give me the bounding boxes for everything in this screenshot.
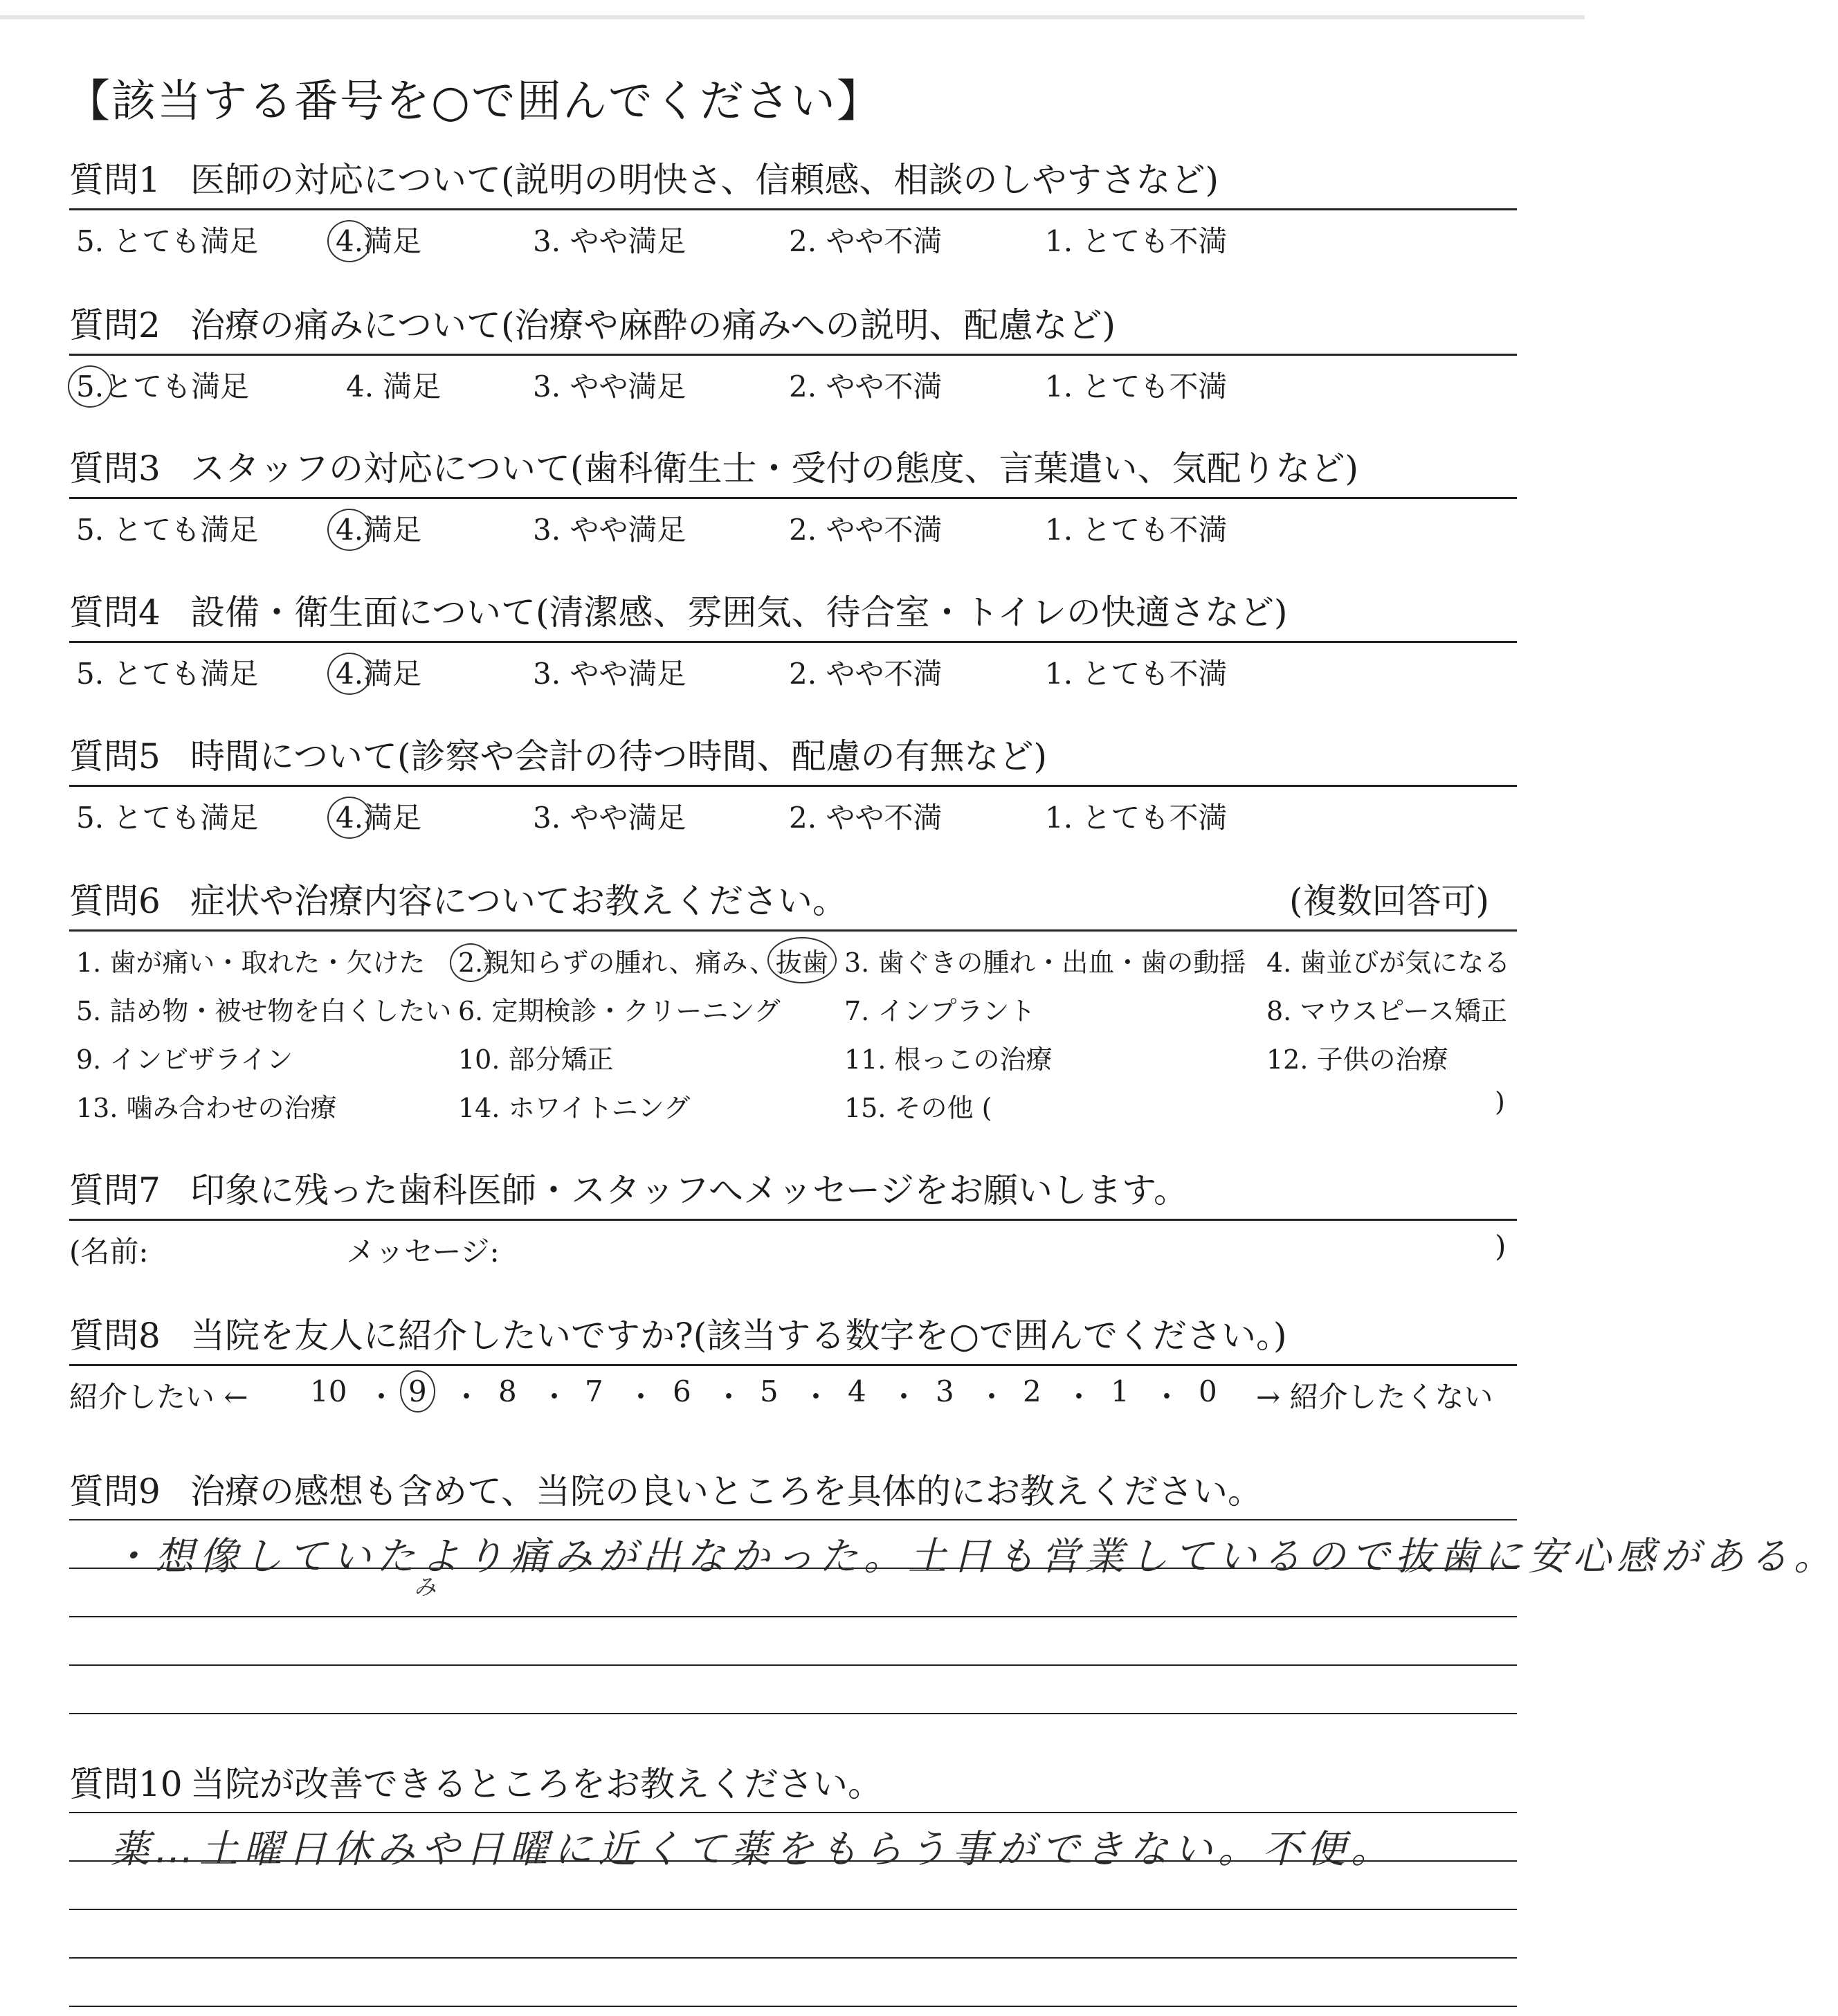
option-2[interactable]: 2. やや不満 [789, 657, 943, 691]
writing-line [69, 1909, 1517, 1910]
question-text: 治療の感想も含めて、当院の良いところを具体的にお教えください。 [190, 1471, 1262, 1511]
question-4 [69, 592, 1517, 693]
option-4[interactable]: 4. 満足 [346, 370, 442, 403]
question-8 [69, 1318, 1517, 1416]
question-number: 質問8 [69, 1316, 161, 1356]
writing-line [69, 1812, 1517, 1813]
separator-dot: ・ [452, 1380, 482, 1414]
score-3[interactable]: 3 [936, 1374, 954, 1408]
divider [69, 208, 1517, 210]
message-label: メッセージ: [346, 1235, 500, 1269]
question-text: 当院を友人に紹介したいですか?(該当する数字を○で囲んでください。) [190, 1316, 1287, 1356]
circled-mark: 抜歯 [776, 941, 828, 979]
score-2[interactable]: 2 [1023, 1374, 1041, 1408]
score-6[interactable]: 6 [673, 1374, 691, 1408]
score-1[interactable]: 1 [1111, 1374, 1129, 1408]
symptom-option[interactable]: 3. 歯ぐきの腫れ・出血・歯の動揺 [844, 947, 1246, 978]
option-2[interactable]: 2. やや不満 [789, 224, 943, 258]
circled-mark: 4. [336, 657, 364, 691]
recommend-label: 紹介したい ← [69, 1380, 248, 1414]
separator-dot: ・ [977, 1380, 1007, 1414]
separator-dot: ・ [367, 1380, 397, 1414]
question-number: 質問5 [69, 736, 161, 777]
option-3[interactable]: 3. やや満足 [533, 657, 686, 691]
option-5[interactable]: 5. とても満足 [76, 657, 259, 691]
option-4[interactable]: 4.満足 [336, 801, 422, 835]
symptom-option[interactable]: 4. 歯並びが気になる [1266, 947, 1511, 978]
question-number: 質問9 [69, 1471, 161, 1511]
score-9[interactable] [408, 1374, 427, 1408]
symptom-option[interactable]: 7. インプラント [844, 996, 1036, 1026]
option-row [69, 364, 1517, 406]
question-number: 質問3 [69, 448, 161, 489]
separator-dot: ・ [626, 1380, 656, 1414]
divider [69, 641, 1517, 643]
symptom-option[interactable]: 13. 噛み合わせの治療 [76, 1093, 337, 1123]
writing-line [69, 1713, 1517, 1714]
message-row [69, 1229, 1517, 1271]
option-1[interactable]: 1. とても不満 [1045, 513, 1228, 547]
option-5[interactable]: 5. とても満足 [76, 224, 259, 258]
option-1[interactable]: 1. とても不満 [1045, 224, 1228, 258]
writing-line [69, 1616, 1517, 1617]
circled-mark: 2. [458, 947, 484, 978]
symptom-option[interactable]: 6. 定期検診・クリーニング [458, 996, 781, 1026]
symptom-option[interactable]: 15. その他 ( [844, 1093, 992, 1123]
score-5[interactable]: 5 [760, 1374, 779, 1408]
option-2[interactable]: 2. やや不満 [789, 801, 943, 835]
divider [69, 1219, 1517, 1221]
not-recommend-label: → 紹介したくない [1256, 1380, 1493, 1414]
option-2[interactable]: 2. やや不満 [789, 370, 943, 403]
option-1[interactable]: 1. とても不満 [1045, 370, 1228, 403]
symptom-option[interactable]: 2.親知らずの腫れ、痛み、抜歯 [458, 941, 828, 979]
question-9 [69, 1471, 1517, 1511]
option-3[interactable]: 3. やや満足 [533, 370, 686, 403]
question-text: 症状や治療内容についてお教えください。 [190, 881, 847, 921]
symptom-options [69, 941, 1517, 1138]
question-text: スタッフの対応について(歯科衛生士・受付の態度、言葉遣い、気配りなど) [190, 448, 1359, 489]
question-text: 設備・衛生面について(清潔感、雰囲気、待合室・トイレの快適さなど) [190, 592, 1288, 633]
page-title: 【該当する番号を○で囲んでください】 [66, 76, 882, 127]
question-text: 時間について(診察や会計の待つ時間、配慮の有無など) [190, 736, 1048, 777]
score-4[interactable]: 4 [848, 1374, 866, 1408]
question-number: 質問4 [69, 592, 161, 633]
question-5 [69, 736, 1517, 837]
option-5[interactable]: 5. とても満足 [76, 513, 259, 547]
score-7[interactable]: 7 [585, 1374, 603, 1408]
scan-edge [0, 15, 1585, 19]
question-6 [69, 881, 1517, 1138]
option-row [69, 507, 1517, 549]
symptom-option[interactable]: 8. マウスピース矯正 [1266, 996, 1507, 1026]
symptom-option[interactable]: 5. 詰め物・被せ物を白くしたい [76, 996, 452, 1026]
circled-mark: 4. [336, 801, 364, 835]
symptom-option[interactable]: 12. 子供の治療 [1266, 1044, 1448, 1075]
other-close-paren: ) [1495, 1087, 1505, 1117]
symptom-option[interactable]: 1. 歯が痛い・取れた・欠けた [76, 947, 426, 978]
writing-line [69, 2006, 1517, 2007]
option-row [69, 795, 1517, 837]
option-4[interactable]: 4.満足 [336, 513, 422, 547]
symptom-option[interactable]: 11. 根っこの治療 [844, 1044, 1053, 1075]
question-7 [69, 1170, 1517, 1271]
circled-mark: 4. [336, 513, 364, 547]
question-number: 質問1 [69, 160, 161, 200]
option-2[interactable]: 2. やや不満 [789, 513, 943, 547]
close-paren: ) [1495, 1229, 1507, 1263]
question-number: 質問2 [69, 305, 161, 345]
circled-mark: 4. [336, 224, 364, 258]
option-4[interactable]: 4.満足 [336, 657, 422, 691]
question-number: 質問10 [69, 1764, 183, 1804]
divider [69, 1364, 1517, 1366]
circled-mark: 5. [76, 370, 104, 403]
writing-line [69, 1957, 1517, 1959]
option-5[interactable]: 5.とても満足 [76, 370, 250, 403]
option-3[interactable]: 3. やや満足 [533, 513, 686, 547]
question-2 [69, 305, 1517, 406]
symptom-option[interactable]: 9. インビザライン [76, 1044, 293, 1075]
option-3[interactable]: 3. やや満足 [533, 224, 686, 258]
question-1 [69, 160, 1517, 260]
handwritten-correction: み [414, 1574, 437, 1600]
option-1[interactable]: 1. とても不満 [1045, 657, 1228, 691]
option-4[interactable]: 4.満足 [336, 224, 422, 258]
separator-dot: ・ [801, 1380, 831, 1414]
divider [69, 354, 1517, 356]
score-8[interactable]: 8 [498, 1374, 517, 1408]
option-row [69, 219, 1517, 260]
separator-dot: ・ [889, 1380, 919, 1414]
multiple-answer-note: (複数回答可) [1289, 881, 1489, 921]
separator-dot: ・ [1152, 1380, 1182, 1414]
divider [69, 497, 1517, 499]
symptom-option[interactable]: 14. ホワイトニング [458, 1093, 691, 1123]
divider [69, 785, 1517, 787]
writing-line [69, 1664, 1517, 1666]
q9-handwritten-answer: ・想像していたより痛みが出なかった。土日も営業しているので抜歯に安心感がある。 [111, 1534, 1838, 1579]
writing-line [69, 1519, 1517, 1520]
question-text: 医師の対応について(説明の明快さ、信頼感、相談のしやすさなど) [190, 160, 1219, 200]
option-5[interactable]: 5. とても満足 [76, 801, 259, 835]
name-label: (名前: [69, 1235, 149, 1269]
q10-handwritten-answer: 薬…土曜日休みや日曜に近くて薬をもらう事ができない。不便。 [111, 1827, 1395, 1872]
question-number: 質問7 [69, 1170, 161, 1210]
question-10 [69, 1764, 1517, 1804]
separator-dot: ・ [1064, 1380, 1094, 1414]
question-3 [69, 448, 1517, 549]
question-text: 印象に残った歯科医師・スタッフへメッセージをお願いします。 [190, 1170, 1188, 1210]
score-10[interactable]: 10 [310, 1374, 347, 1408]
score-0[interactable]: 0 [1199, 1374, 1217, 1408]
symptom-option[interactable]: 10. 部分矯正 [458, 1044, 614, 1075]
divider [69, 929, 1517, 932]
option-row [69, 651, 1517, 693]
recommend-scale [69, 1374, 1517, 1416]
question-text: 治療の痛みについて(治療や麻酔の痛みへの説明、配慮など) [190, 305, 1116, 345]
question-number: 質問6 [69, 881, 161, 921]
circled-mark: 9 [408, 1374, 427, 1408]
option-1[interactable]: 1. とても不満 [1045, 801, 1228, 835]
separator-dot: ・ [540, 1380, 570, 1414]
question-text: 当院が改善できるところをお教えください。 [190, 1764, 882, 1804]
option-3[interactable]: 3. やや満足 [533, 801, 686, 835]
separator-dot: ・ [714, 1380, 744, 1414]
